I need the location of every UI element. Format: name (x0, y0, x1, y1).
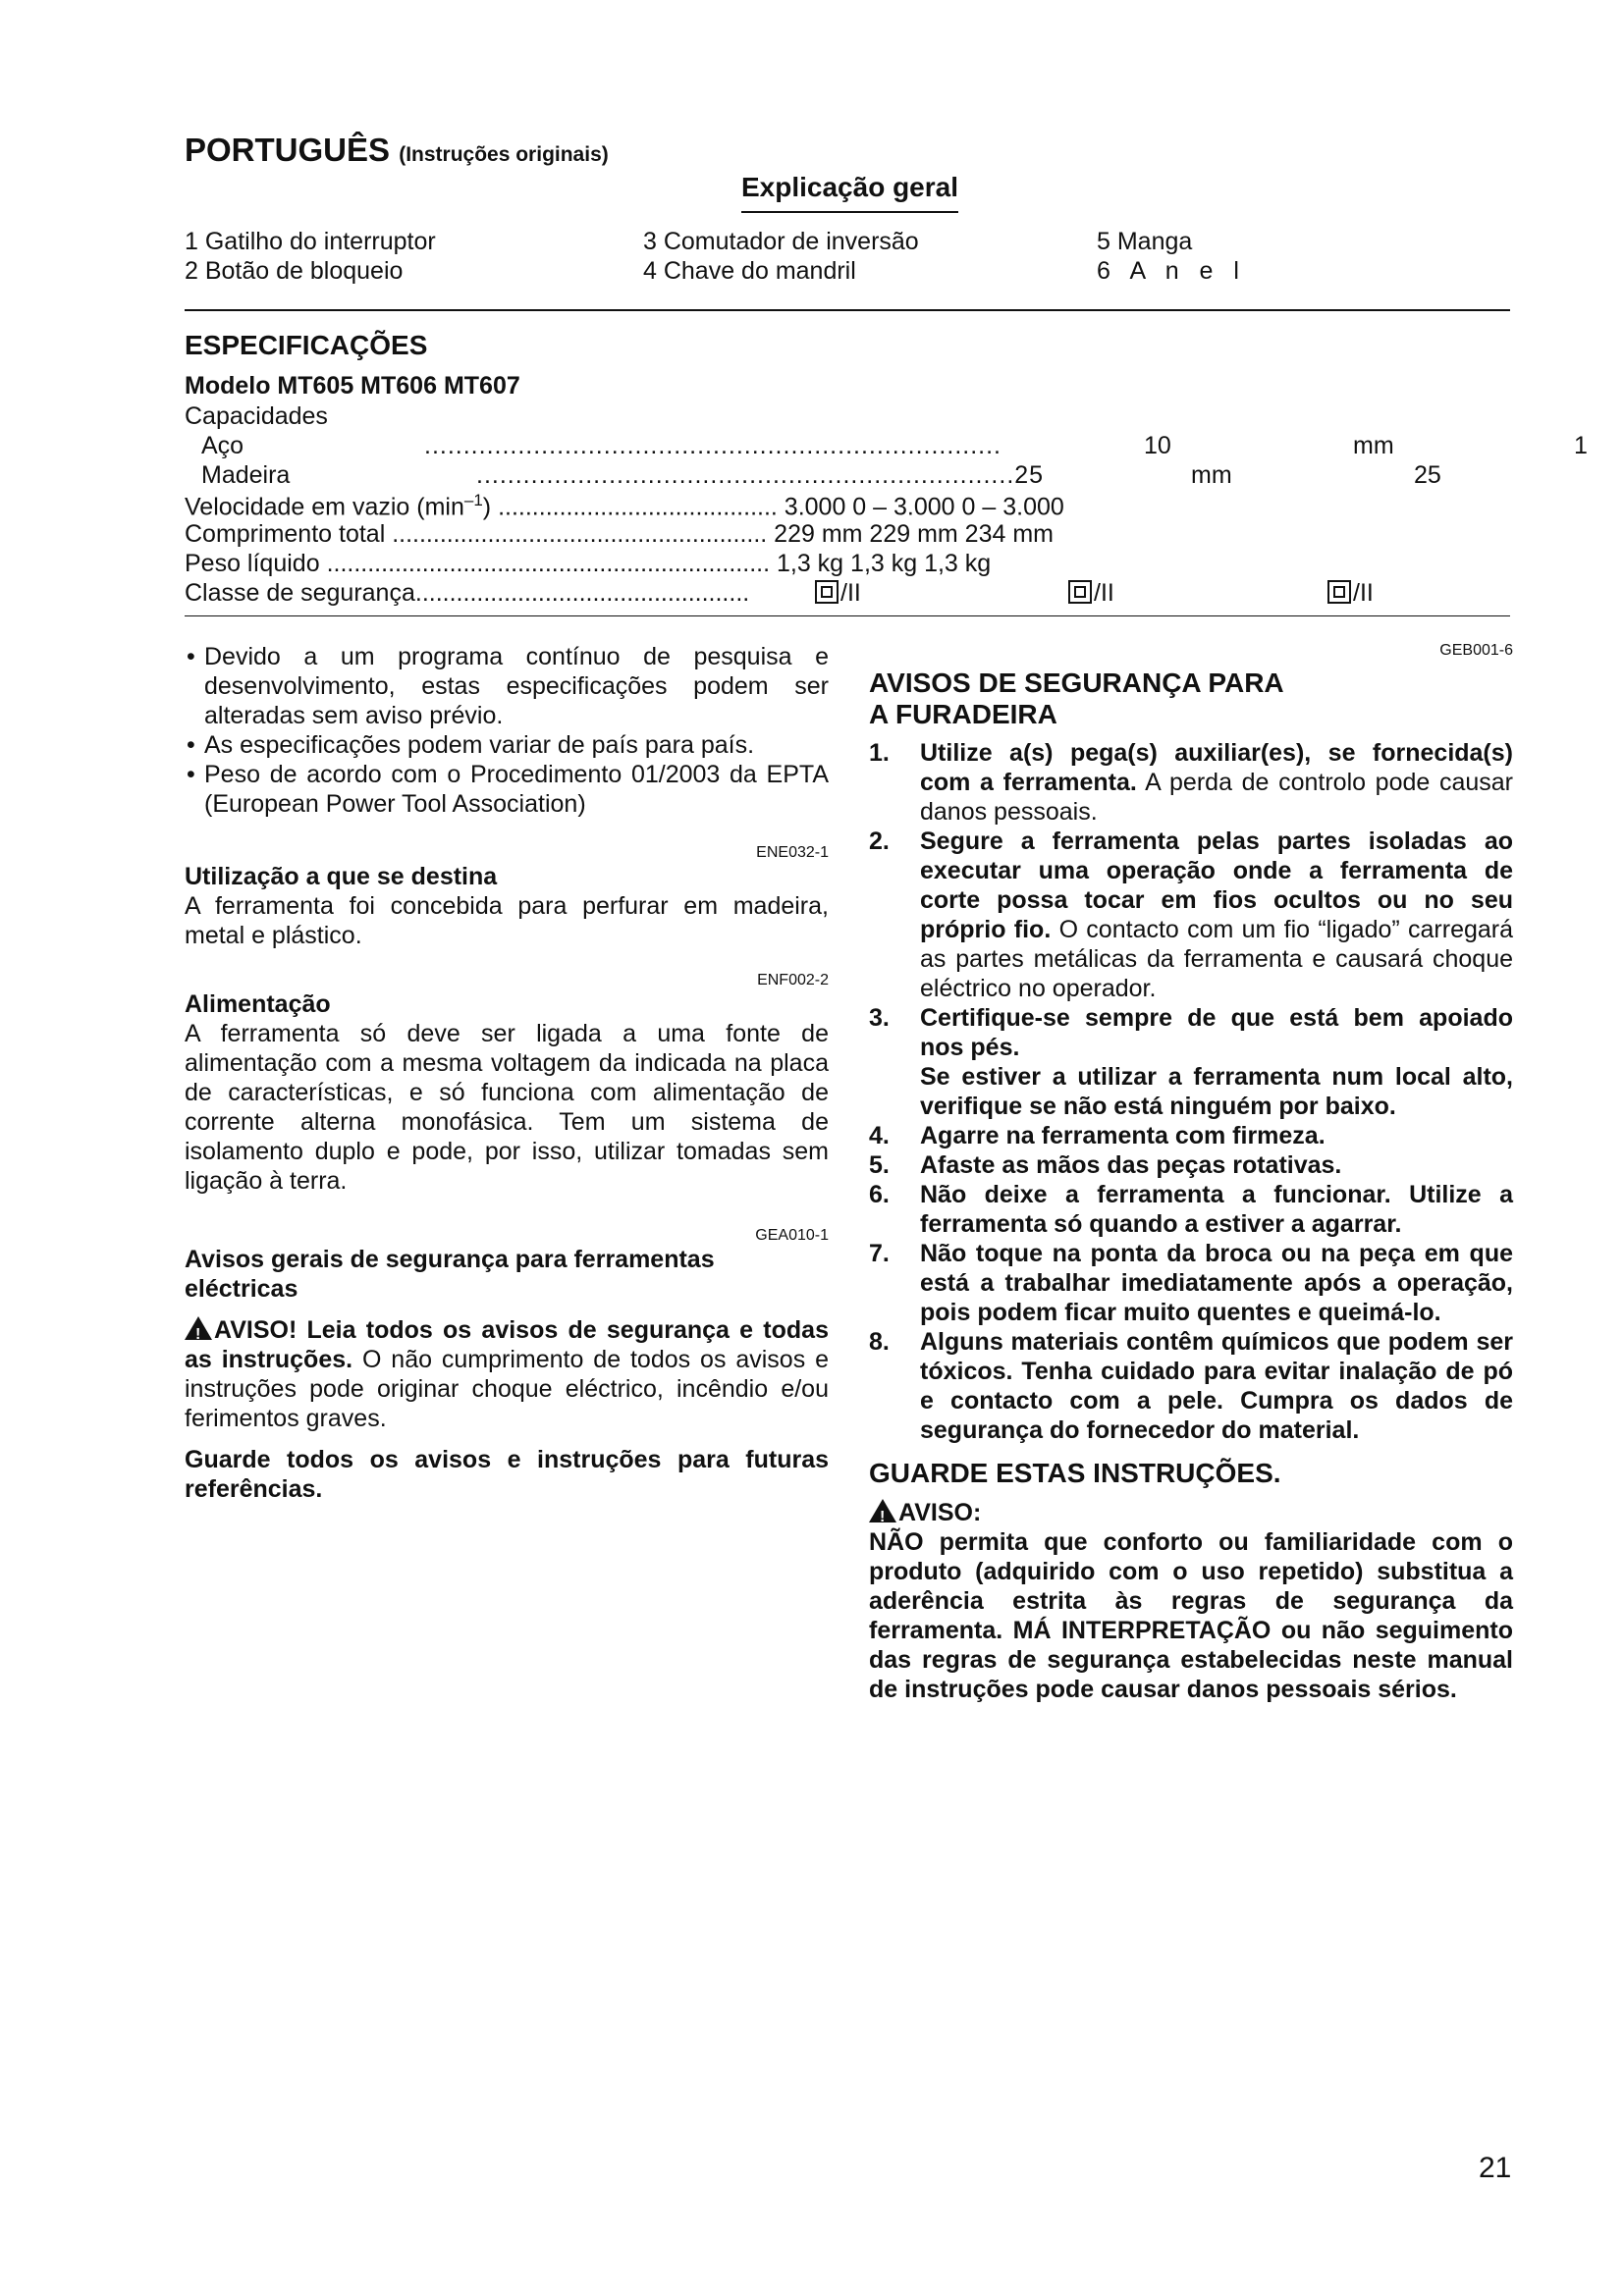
length-values: ....................................................... 229 mm 229 mm 234 mm (392, 520, 1054, 548)
list-item (869, 1239, 1513, 1327)
divider (185, 615, 1510, 616)
item-bold: Não toque na ponta da broca ou na peça em que está a trabalhar imediatamente após a operação, pois podem ficar muito quentes e queimá-lo. (920, 1240, 1513, 1326)
wood-label: Madeira (201, 461, 291, 489)
use-text: A ferramenta foi concebida para perfurar em madeira, metal e plástico. (185, 892, 829, 949)
language-name: PORTUGUÊS (185, 132, 391, 168)
class-value-text: /II (1094, 579, 1114, 607)
list-item (869, 1180, 1513, 1239)
speed-label: Velocidade em vazio (min (185, 493, 464, 521)
ref-code: ENE032-1 (756, 844, 829, 861)
item-number: 2. (869, 828, 890, 855)
keep-instructions: Guarde todos os avisos e instruções para futuras referências. (185, 1446, 829, 1503)
language-note: (Instruções originais) (399, 143, 609, 166)
list-item (869, 1003, 1513, 1121)
steel-label: Aço (201, 432, 244, 459)
list-item (869, 738, 1513, 827)
warning-icon (185, 1316, 212, 1340)
capacities-label: Capacidades (185, 402, 328, 430)
power-text: A ferramenta só deve ser ligada a uma fonte de alimentação com a mesma voltagem da indicada na placa de características, e só funciona com alimentação de corrente alterna monofásica. Tem um sistema de isolamento duplo e pode, por isso, utilizar tomadas sem ligação à terra. (185, 1020, 829, 1195)
part-item: 3 Comutador de inversão (643, 228, 919, 255)
item-bold: Segure a ferramenta pelas partes isoladas ao executar uma operação onde a ferramenta de corte possa tocar em fios ocultos ou no seu próprio fio. (920, 828, 1513, 943)
ref-code: GEB001-6 (1439, 642, 1513, 659)
list-item: • Peso de acordo com o Procedimento 01/2003 da EPTA (European Power Tool Association) (185, 760, 829, 819)
ref-code: ENF002-2 (757, 972, 829, 988)
right-column (869, 642, 1513, 1704)
class-value-3 (1327, 579, 1374, 608)
part-item: 6 A n e l (1097, 257, 1239, 285)
general-safety-title: Avisos gerais de segurança para ferramentas eléctricas (185, 1246, 715, 1303)
warning-text: O não cumprimento de todos os avisos e instruções pode originar choque eléctrico, incêndio e/ou ferimentos graves. (185, 1346, 829, 1432)
list-item (869, 1327, 1513, 1445)
warning-bold: AVISO! Leia todos os avisos de segurança e todas as instruções. (185, 1316, 829, 1373)
item-number: 1. (869, 739, 890, 767)
item-bold: Certifique-se sempre de que está bem apoiado nos pés. (920, 1004, 1513, 1061)
class-row (185, 579, 749, 608)
keep-title: GUARDE ESTAS INSTRUÇÕES. (869, 1458, 1281, 1488)
weight-row (185, 550, 991, 578)
part-item: 4 Chave do mandril (643, 257, 856, 285)
steel-value: 10 (1144, 432, 1171, 459)
item-number: 4. (869, 1122, 890, 1149)
item-bold: Afaste as mãos das peças rotativas. (920, 1151, 1342, 1179)
item-bold-2: Se estiver a utilizar a ferramenta num local alto, verifique se não está ninguém por baixo. (920, 1063, 1513, 1120)
weight-values: ................................................................. 1,3 kg 1,3 kg 1,3 kg (326, 550, 992, 577)
weight-label: Peso líquido (185, 550, 320, 577)
list-item: • As especificações podem variar de país para país. (185, 730, 829, 760)
double-insulation-icon (1068, 580, 1092, 604)
page-number: 21 (1479, 2152, 1512, 2184)
length-row (185, 520, 1054, 549)
wood-value-3: 25 (1414, 461, 1441, 489)
speed-superscript: –1 (463, 491, 483, 509)
item-bold: Agarre na ferramenta com firmeza. (920, 1122, 1326, 1149)
part-item: 5 Manga (1097, 228, 1193, 255)
aviso-text: NÃO permita que conforto ou familiaridade com o produto (adquirido com o uso repetido) substitua a aderência estrita às regras de segurança da ferramenta. MÁ INTERPRETAÇÃO ou não seguimento das regras de segurança estabelecidas neste manual de instruções pode causar danos pessoais sérios. (869, 1528, 1513, 1703)
aviso-heading (869, 1498, 1513, 1527)
item-number: 6. (869, 1181, 890, 1208)
steel-value-3: 1 (1574, 432, 1588, 459)
spec-notes (185, 642, 829, 819)
list-item (869, 827, 1513, 1003)
drill-safety-title-line2: A FURADEIRA (869, 699, 1057, 729)
class-value-1 (815, 579, 861, 608)
wood-unit: mm (1191, 461, 1232, 489)
wood-leader: .....................................................................25 (476, 461, 1045, 489)
list-item (869, 1121, 1513, 1150)
section-title: Explicação geral (741, 172, 958, 213)
specs-title: ESPECIFICAÇÕES (185, 330, 428, 360)
warning-paragraph (185, 1315, 829, 1433)
aviso-label: AVISO: (898, 1499, 982, 1526)
speed-values: ......................................... 3.000 0 – 3.000 0 – 3.000 (498, 493, 1064, 521)
power-title: Alimentação (185, 990, 331, 1018)
class-value-text: /II (1353, 579, 1374, 607)
item-bold: Alguns materiais contêm químicos que podem ser tóxicos. Tenha cuidado para evitar inalação de pó e contacto com a pele. Cumpra os dados de segurança do fornecedor do material. (920, 1328, 1513, 1444)
part-item: 1 Gatilho do interruptor (185, 228, 436, 255)
list-item: • Devido a um programa contínuo de pesquisa e desenvolvimento, estas especificações podem ser alteradas sem aviso prévio. (185, 642, 829, 730)
drill-safety-title-line1: AVISOS DE SEGURANÇA PARA (869, 667, 1284, 698)
item-bold: Utilize a(s) pega(s) auxiliar(es), se fornecida(s) com a ferramenta. (920, 739, 1513, 796)
item-number: 5. (869, 1151, 890, 1179)
item-text: A perda de controlo pode causar danos pessoais. (920, 769, 1513, 826)
speed-close: ) (482, 493, 492, 521)
class-leader: ................................................. (414, 579, 750, 607)
steel-unit: mm (1353, 432, 1394, 459)
drill-safety-title (869, 667, 1513, 730)
left-column (185, 642, 829, 1504)
length-label: Comprimento total (185, 520, 386, 548)
use-title: Utilização a que se destina (185, 863, 498, 890)
double-insulation-icon (1327, 580, 1351, 604)
steel-leader: .......................................................................... (424, 432, 1001, 459)
item-number: 8. (869, 1328, 890, 1356)
item-number: 3. (869, 1004, 890, 1032)
item-bold: Não deixe a ferramenta a funcionar. Utilize a ferramenta só quando a estiver a agarrar. (920, 1181, 1513, 1238)
list-item (869, 1150, 1513, 1180)
divider (185, 309, 1510, 311)
warning-icon (869, 1499, 896, 1522)
class-value-text: /II (840, 579, 861, 607)
double-insulation-icon (815, 580, 839, 604)
class-value-2 (1068, 579, 1114, 608)
specs-model-row: Modelo MT605 MT606 MT607 (185, 372, 520, 400)
item-text: O contacto com um fio “ligado” carregará as partes metálicas da ferramenta e causará choque eléctrico no operador. (920, 916, 1514, 1002)
part-item: 2 Botão de bloqueio (185, 257, 404, 285)
ref-code: GEA010-1 (755, 1227, 829, 1244)
drill-safety-list (869, 738, 1513, 1445)
language-title (185, 132, 609, 169)
speed-row (185, 491, 1064, 521)
item-number: 7. (869, 1240, 890, 1267)
class-label: Classe de segurança (185, 579, 415, 607)
